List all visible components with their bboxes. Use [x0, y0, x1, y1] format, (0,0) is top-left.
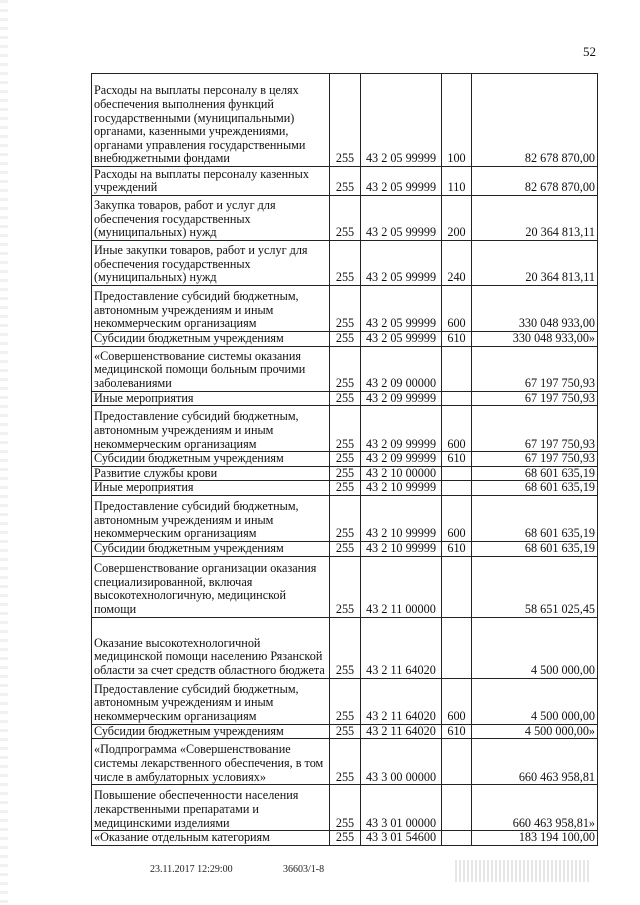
- row-sum: 330 048 933,00»: [472, 332, 598, 347]
- row-grbs: 255: [330, 831, 361, 846]
- table-row: [92, 785, 598, 831]
- budget-table-body: [92, 74, 598, 846]
- table-row: [92, 241, 598, 286]
- table-row: [92, 74, 598, 167]
- table-row: [92, 724, 598, 739]
- table-row: [92, 541, 598, 556]
- row-sum: 20 364 813,11: [472, 241, 598, 286]
- budget-table: [91, 73, 598, 846]
- row-grbs: 255: [330, 167, 361, 196]
- row-name: Расходы на выплаты персоналу в целях обеспечения выполнения функций государственными (муниципальными) органами, казенными учреждениями, органами управления государственными внебюджетными фондами: [92, 74, 330, 167]
- row-vr: 600: [442, 495, 472, 541]
- row-sum: 58 651 025,45: [472, 556, 598, 617]
- row-vr: [442, 617, 472, 678]
- row-grbs: 255: [330, 739, 361, 785]
- row-vr: 110: [442, 167, 472, 196]
- row-sum: 67 197 750,93: [472, 391, 598, 406]
- row-sum: 68 601 635,19: [472, 466, 598, 481]
- row-name: «Совершенствование системы оказания медицинской помощи больным прочими заболеваниями: [92, 346, 330, 391]
- row-grbs: 255: [330, 452, 361, 467]
- row-name: Расходы на выплаты персоналу казенных учреждений: [92, 167, 330, 196]
- table-row: [92, 678, 598, 724]
- row-grbs: 255: [330, 556, 361, 617]
- row-name: Субсидии бюджетным учреждениям: [92, 332, 330, 347]
- row-csr: 43 2 11 64020: [361, 617, 442, 678]
- row-csr: 43 2 05 99999: [361, 332, 442, 347]
- row-vr: [442, 785, 472, 831]
- row-grbs: 255: [330, 724, 361, 739]
- row-grbs: 255: [330, 74, 361, 167]
- row-vr: [442, 739, 472, 785]
- table-row: [92, 466, 598, 481]
- row-vr: [442, 831, 472, 846]
- row-vr: [442, 556, 472, 617]
- table-row: [92, 332, 598, 347]
- row-grbs: 255: [330, 241, 361, 286]
- row-name: Субсидии бюджетным учреждениям: [92, 541, 330, 556]
- row-csr: 43 2 05 99999: [361, 74, 442, 167]
- row-grbs: 255: [330, 346, 361, 391]
- row-name: Субсидии бюджетным учреждениям: [92, 724, 330, 739]
- row-csr: 43 2 11 00000: [361, 556, 442, 617]
- row-vr: 610: [442, 724, 472, 739]
- table-row: [92, 167, 598, 196]
- row-name: Закупка товаров, работ и услуг для обеспечения государственных (муниципальных) нужд: [92, 196, 330, 241]
- row-sum: 67 197 750,93: [472, 406, 598, 452]
- row-vr: [442, 466, 472, 481]
- row-grbs: 255: [330, 495, 361, 541]
- row-vr: 600: [442, 678, 472, 724]
- page-number: 52: [583, 44, 596, 59]
- row-vr: [442, 391, 472, 406]
- row-csr: 43 2 10 00000: [361, 466, 442, 481]
- row-sum: 67 197 750,93: [472, 452, 598, 467]
- row-sum: 68 601 635,19: [472, 481, 598, 496]
- row-csr: 43 2 11 64020: [361, 724, 442, 739]
- row-sum: 660 463 958,81: [472, 739, 598, 785]
- row-vr: 610: [442, 452, 472, 467]
- row-sum: 82 678 870,00: [472, 167, 598, 196]
- row-vr: 240: [442, 241, 472, 286]
- row-csr: 43 2 11 64020: [361, 678, 442, 724]
- row-csr: 43 2 09 00000: [361, 346, 442, 391]
- row-sum: 68 601 635,19: [472, 495, 598, 541]
- row-sum: 20 364 813,11: [472, 196, 598, 241]
- row-grbs: 255: [330, 466, 361, 481]
- row-sum: 4 500 000,00: [472, 678, 598, 724]
- table-row: [92, 617, 598, 678]
- row-grbs: 255: [330, 678, 361, 724]
- footer-doc-number: 36603/1-8: [283, 864, 325, 875]
- row-name: «Подпрограмма «Совершенствование системы лекарственного обеспечения, в том числе в амбулаторных условиях»: [92, 739, 330, 785]
- row-name: Предоставление субсидий бюджетным, автономным учреждениям и иным некоммерческим организациям: [92, 678, 330, 724]
- row-csr: 43 2 10 99999: [361, 541, 442, 556]
- row-name: Иные мероприятия: [92, 391, 330, 406]
- row-csr: 43 2 09 99999: [361, 452, 442, 467]
- row-csr: 43 2 05 99999: [361, 167, 442, 196]
- table-row: [92, 406, 598, 452]
- row-grbs: 255: [330, 286, 361, 332]
- row-sum: 68 601 635,19: [472, 541, 598, 556]
- row-grbs: 255: [330, 541, 361, 556]
- row-csr: 43 2 09 99999: [361, 391, 442, 406]
- row-sum: 67 197 750,93: [472, 346, 598, 391]
- row-csr: 43 2 05 99999: [361, 196, 442, 241]
- table-row: [92, 196, 598, 241]
- row-grbs: 255: [330, 332, 361, 347]
- table-row: [92, 391, 598, 406]
- row-grbs: 255: [330, 196, 361, 241]
- row-vr: [442, 481, 472, 496]
- row-grbs: 255: [330, 391, 361, 406]
- row-sum: 183 194 100,00: [472, 831, 598, 846]
- row-csr: 43 2 10 99999: [361, 481, 442, 496]
- row-grbs: 255: [330, 406, 361, 452]
- row-grbs: 255: [330, 617, 361, 678]
- table-row: [92, 286, 598, 332]
- row-csr: 43 2 05 99999: [361, 286, 442, 332]
- row-name: «Оказание отдельным категориям: [92, 831, 330, 846]
- table-row: [92, 452, 598, 467]
- row-grbs: 255: [330, 481, 361, 496]
- row-sum: 330 048 933,00: [472, 286, 598, 332]
- row-vr: 600: [442, 286, 472, 332]
- row-vr: 200: [442, 196, 472, 241]
- footer-datetime: 23.11.2017 12:29:00: [150, 864, 233, 875]
- row-sum: 82 678 870,00: [472, 74, 598, 167]
- row-sum: 4 500 000,00: [472, 617, 598, 678]
- row-sum: 660 463 958,81»: [472, 785, 598, 831]
- row-grbs: 255: [330, 785, 361, 831]
- scan-edge-artifact: [0, 0, 8, 905]
- table-row: [92, 481, 598, 496]
- row-vr: 100: [442, 74, 472, 167]
- row-vr: 600: [442, 406, 472, 452]
- table-row: [92, 556, 598, 617]
- row-name: Предоставление субсидий бюджетным, автономным учреждениям и иным некоммерческим организациям: [92, 406, 330, 452]
- row-name: Предоставление субсидий бюджетным, автономным учреждениям и иным некоммерческим организациям: [92, 495, 330, 541]
- table-row: [92, 739, 598, 785]
- row-csr: 43 2 10 99999: [361, 495, 442, 541]
- table-row: [92, 495, 598, 541]
- row-sum: 4 500 000,00»: [472, 724, 598, 739]
- row-name: Предоставление субсидий бюджетным, автономным учреждениям и иным некоммерческим организациям: [92, 286, 330, 332]
- row-name: Субсидии бюджетным учреждениям: [92, 452, 330, 467]
- row-csr: 43 2 05 99999: [361, 241, 442, 286]
- registration-stamp: [455, 860, 590, 882]
- row-name: Иные закупки товаров, работ и услуг для обеспечения государственных (муниципальных) нужд: [92, 241, 330, 286]
- row-csr: 43 3 01 00000: [361, 785, 442, 831]
- row-vr: 610: [442, 332, 472, 347]
- table-row: [92, 346, 598, 391]
- row-name: Совершенствование организации оказания специализированной, включая высокотехнологичную, медицинской помощи: [92, 556, 330, 617]
- row-csr: 43 2 09 99999: [361, 406, 442, 452]
- row-vr: 610: [442, 541, 472, 556]
- row-name: Повышение обеспеченности населения лекарственными препаратами и медицинскими изделиями: [92, 785, 330, 831]
- row-csr: 43 3 00 00000: [361, 739, 442, 785]
- row-name: Иные мероприятия: [92, 481, 330, 496]
- row-vr: [442, 346, 472, 391]
- row-name: Оказание высокотехнологичной медицинской помощи населению Рязанской области за счет средств областного бюджета: [92, 617, 330, 678]
- row-csr: 43 3 01 54600: [361, 831, 442, 846]
- row-name: Развитие службы крови: [92, 466, 330, 481]
- table-row: [92, 831, 598, 846]
